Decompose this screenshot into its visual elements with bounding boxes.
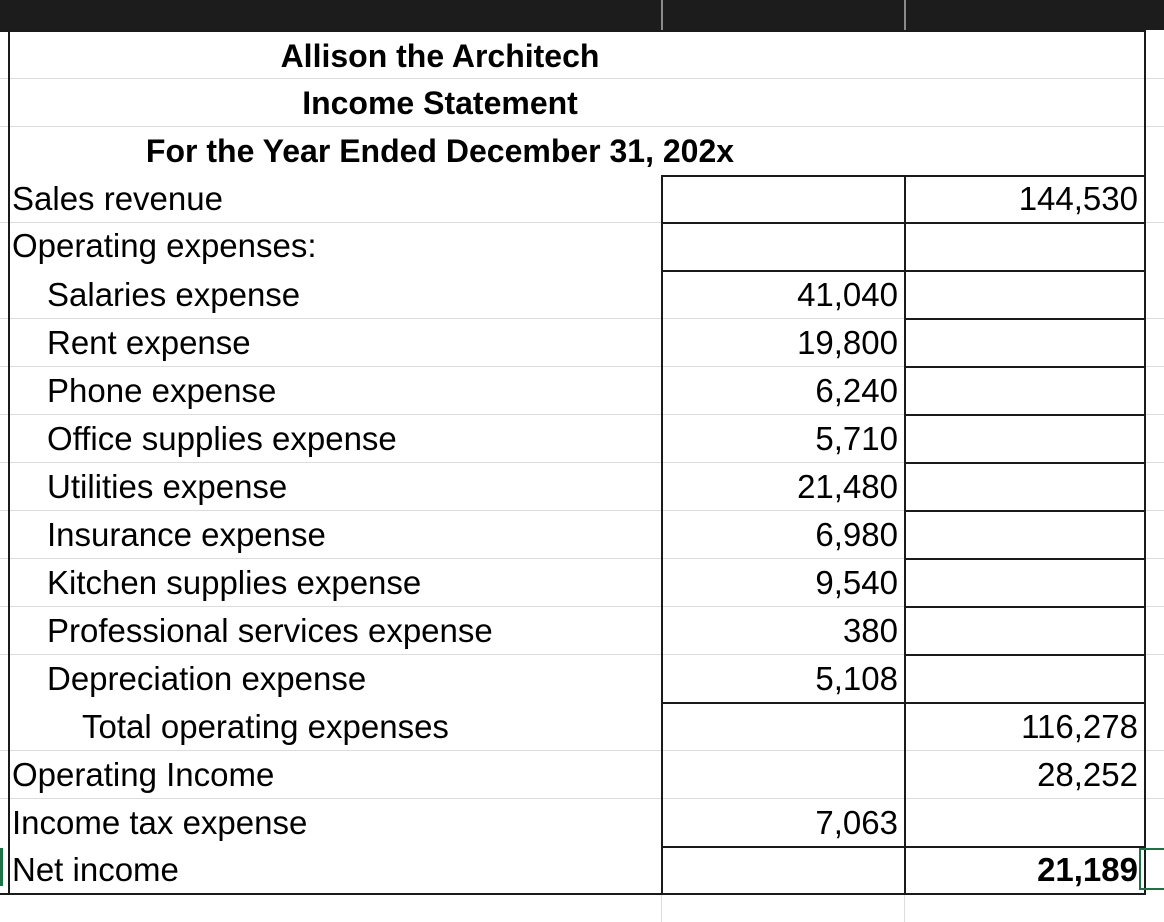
row-selection-marker [0,848,3,886]
expense-amount-salaries[interactable]: 41,040 [797,276,898,313]
operating-expenses-heading[interactable]: Operating expenses: [12,227,317,264]
income-tax-expense-amount[interactable]: 7,063 [815,804,898,841]
expense-label-kitchen-supplies[interactable]: Kitchen supplies expense [47,564,422,601]
border [904,318,1146,320]
expense-label-phone[interactable]: Phone expense [47,372,277,409]
income-tax-expense-label[interactable]: Income tax expense [12,804,308,841]
operating-income-value[interactable]: 28,252 [1037,756,1138,793]
expense-amount-phone[interactable]: 6,240 [815,372,898,409]
total-operating-expenses-label[interactable]: Total operating expenses [82,708,449,745]
gridline [904,894,905,922]
border [904,366,1146,368]
border [904,510,1146,512]
statement-period-cell[interactable] [0,127,1150,175]
column-header-bar [0,0,1164,30]
expense-label-office-supplies[interactable]: Office supplies expense [47,420,397,457]
expense-label-professional-services[interactable]: Professional services expense [47,612,493,649]
net-income-label[interactable]: Net income [12,851,179,888]
sales-revenue-label[interactable]: Sales revenue [12,180,223,217]
total-operating-expenses-value[interactable]: 116,278 [1021,708,1138,745]
active-cell-selection[interactable] [1139,848,1164,890]
expense-amount-insurance[interactable]: 6,980 [815,516,898,553]
expense-amount-kitchen-supplies[interactable]: 9,540 [815,564,898,601]
net-income-value[interactable]: 21,189 [1037,851,1138,888]
expense-amount-professional-services[interactable]: 380 [842,612,898,649]
expense-label-depreciation[interactable]: Depreciation expense [47,660,367,697]
column-separator [661,0,663,30]
company-name-cell[interactable] [0,32,1150,80]
expense-amount-depreciation[interactable]: 5,108 [815,660,898,697]
expense-amount-office-supplies[interactable]: 5,710 [815,420,898,457]
sales-revenue-total[interactable]: 144,530 [1018,180,1138,217]
statement-title: Income Statement [302,85,578,121]
border [904,462,1146,464]
expense-label-rent[interactable]: Rent expense [47,324,251,361]
column-separator [904,0,906,30]
operating-income-label[interactable]: Operating Income [12,756,275,793]
statement-period: For the Year Ended December 31, 202x [145,133,735,169]
border [904,654,1146,656]
expense-label-utilities[interactable]: Utilities expense [47,468,288,505]
expense-amount-utilities[interactable]: 21,480 [797,468,898,505]
expense-amount-rent[interactable]: 19,800 [797,324,898,361]
expense-label-salaries[interactable]: Salaries expense [47,276,301,313]
statement-title-cell[interactable] [0,79,1150,127]
border [904,606,1146,608]
expense-label-insurance[interactable]: Insurance expense [47,516,326,553]
gridline [661,894,662,922]
border [904,558,1146,560]
company-name: Allison the Architech [280,38,600,74]
border [904,414,1146,416]
